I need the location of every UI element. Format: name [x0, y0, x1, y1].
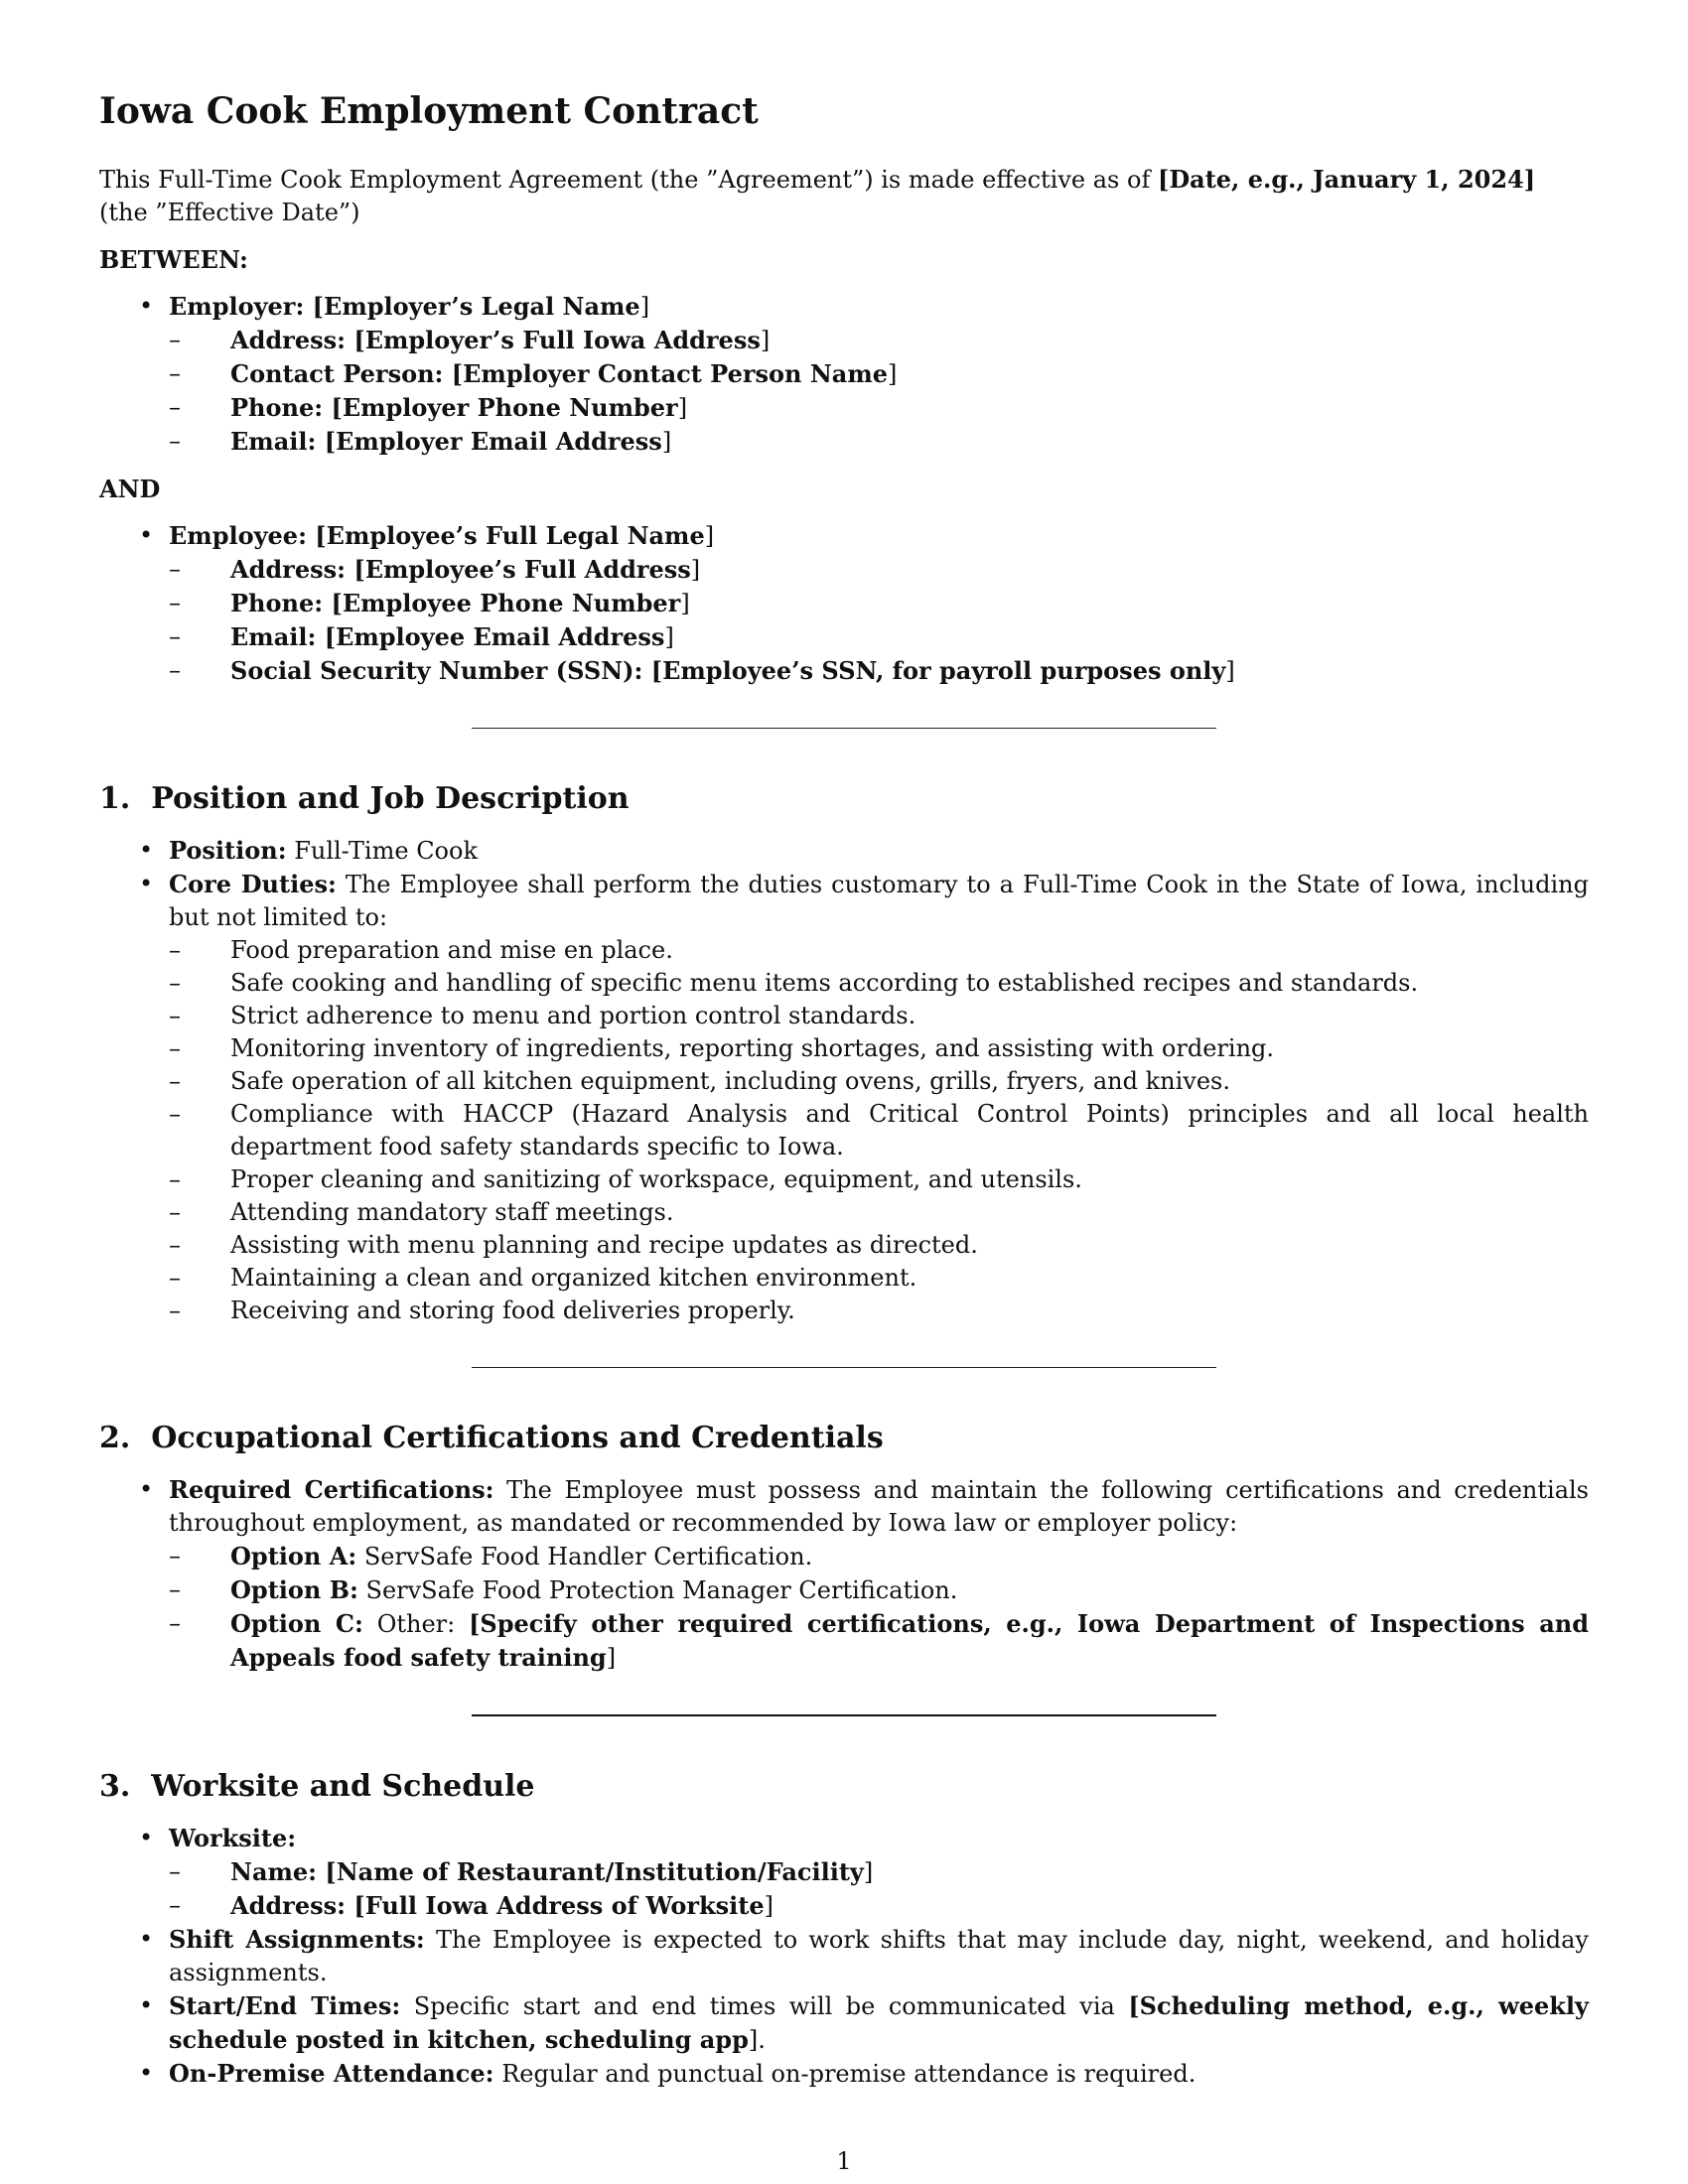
between-label: BETWEEN: — [99, 245, 248, 274]
employer-item: • Employer: [Employer’s Legal Name] – Address: [Employer’s Full Iowa Address] – Contact Person: [Employer Contact Person Name] – Phone: [Employer Phone Number] – Email: [Employer Email Address] — [99, 290, 1589, 459]
required-certifications-item: • Required Certifications: The Employee must possess and maintain the following certifications and credentials throughout employment, as mandated or recommended by Iowa law or employer policy: – Option A: ServSafe Food Handler Certification. – Option B: ServSafe Food Protection Manager Certification. – Option C: Other: [Specify other required certifications, e.g., Iowa Department of Inspections and Appeals food safety training] — [99, 1473, 1589, 1675]
effective-date-placeholder: [Date, e.g., January 1, 2024] — [1157, 165, 1536, 194]
section-3-list — [99, 1822, 1589, 2091]
section-2-list — [99, 1473, 1589, 1675]
employee-email: – Email: [Employee Email Address] — [169, 620, 1589, 654]
section-divider — [472, 1367, 1216, 1368]
duty-item: – Compliance with HACCP (Hazard Analysis and Critical Control Points) principles and all local health department food safety standards specific to Iowa. — [169, 1098, 1589, 1163]
duty-item: – Safe operation of all kitchen equipment, including ovens, grills, fryers, and knives. — [169, 1065, 1589, 1098]
start-end-times-item: • Start/End Times: Specific start and end times will be communicated via [Scheduling method, e.g., weekly schedule posted in kitchen, scheduling app]. — [99, 1989, 1589, 2057]
section-1-heading: 1. Position and Job Description — [99, 781, 630, 816]
employee-phone: – Phone: [Employee Phone Number] — [169, 587, 1589, 620]
intro-suffix: (the ”Effective Date”) — [99, 199, 360, 226]
worksite-name: – Name: [Name of Restaurant/Institution/Facility] — [169, 1855, 1589, 1889]
option-b: – Option B: ServSafe Food Protection Manager Certification. — [169, 1573, 1589, 1607]
core-duties-item: • Core Duties: The Employee shall perform the duties customary to a Full-Time Cook in the State of Iowa, including but not limited to: – Food preparation and mise en place. – Safe cooking and handling of specific menu items according to established recipes and standards. – Strict adherence to menu and portion control standards. – Monitoring inventory of ingredients, reporting shortages, and assisting with ordering. – Safe operation of all kitchen equipment, including ovens, grills, fryers, and knives. – Compliance with HACCP (Hazard Analysis and Critical Control Points) principles and all local health department food safety standards specific to Iowa. – Proper cleaning and sanitizing of workspace, equipment, and utensils. – Attending mandatory staff meetings. – Assisting with menu planning and recipe updates as directed. – Maintaining a clean and organized kitchen environment. – Receiving and storing food deliveries properly. — [99, 868, 1589, 1327]
attendance-item: • On-Premise Attendance: Regular and punctual on-premise attendance is required. — [99, 2057, 1589, 2091]
worksite-address: – Address: [Full Iowa Address of Worksite] — [169, 1889, 1589, 1923]
option-c: – Option C: Other: [Specify other required certifications, e.g., Iowa Department of Inspections and Appeals food safety training] — [169, 1607, 1589, 1675]
duty-item: – Proper cleaning and sanitizing of workspace, equipment, and utensils. — [169, 1163, 1589, 1196]
duty-item: – Strict adherence to menu and portion control standards. — [169, 1000, 1589, 1032]
employer-contact: – Contact Person: [Employer Contact Person Name] — [169, 357, 1589, 391]
duty-item: – Receiving and storing food deliveries properly. — [169, 1295, 1589, 1327]
section-1-list — [99, 834, 1589, 1327]
duty-item: – Maintaining a clean and organized kitchen environment. — [169, 1262, 1589, 1295]
position-item: • Position: Full-Time Cook — [99, 834, 1589, 868]
section-divider — [472, 1714, 1216, 1716]
employee-list — [99, 519, 1589, 688]
worksite-item: • Worksite: – Name: [Name of Restaurant/Institution/Facility] – Address: [Full Iowa Address of Worksite] — [99, 1822, 1589, 1923]
and-label: AND — [99, 475, 161, 503]
employee-address: – Address: [Employee’s Full Address] — [169, 553, 1589, 587]
shift-assignments-item: • Shift Assignments: The Employee is expected to work shifts that may include day, night, weekend, and holiday assignments. — [99, 1923, 1589, 1989]
duty-item: – Monitoring inventory of ingredients, reporting shortages, and assisting with ordering. — [169, 1032, 1589, 1065]
duty-item: – Assisting with menu planning and recipe updates as directed. — [169, 1229, 1589, 1262]
employer-email: – Email: [Employer Email Address] — [169, 425, 1589, 459]
duties-list — [99, 934, 1589, 1327]
employer-list — [99, 290, 1589, 459]
employer-phone: – Phone: [Employer Phone Number] — [169, 391, 1589, 425]
page-number: 1 — [836, 2147, 852, 2175]
certification-options — [99, 1540, 1589, 1675]
employee-ssn: – Social Security Number (SSN): [Employee’s SSN, for payroll purposes only] — [169, 654, 1589, 688]
section-divider — [472, 728, 1216, 729]
employer-address: – Address: [Employer’s Full Iowa Address] — [169, 324, 1589, 357]
duty-item: – Food preparation and mise en place. — [169, 934, 1589, 967]
document-title: Iowa Cook Employment Contract — [99, 90, 759, 132]
intro-prefix: This Full-Time Cook Employment Agreement (the ”Agreement”) is made effective as of — [99, 166, 1158, 194]
option-a: – Option A: ServSafe Food Handler Certification. — [169, 1540, 1589, 1573]
duty-item: – Attending mandatory staff meetings. — [169, 1196, 1589, 1229]
intro-paragraph — [99, 163, 1589, 229]
page-content — [99, 87, 1589, 2091]
section-3-heading: 3. Worksite and Schedule — [99, 1769, 535, 1804]
employee-item: • Employee: [Employee’s Full Legal Name] – Address: [Employee’s Full Address] – Phone: [Employee Phone Number] – Email: [Employee Email Address] – Social Security Number (SSN): [Employee’s SSN, for payroll purposes only] — [99, 519, 1589, 688]
section-2-heading: 2. Occupational Certifications and Credentials — [99, 1421, 884, 1455]
duty-item: – Safe cooking and handling of specific menu items according to established recipes and standards. — [169, 967, 1589, 1000]
